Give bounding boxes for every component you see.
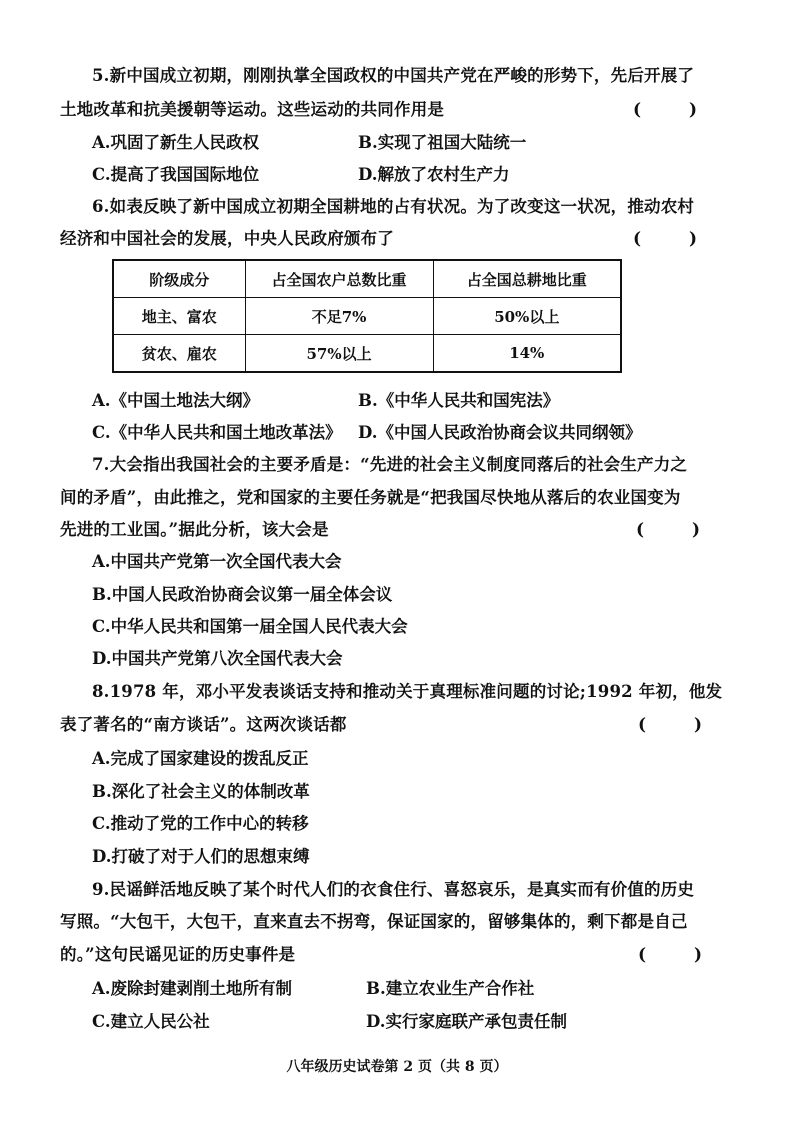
table-cell: 地主、富农 — [113, 298, 245, 335]
table-cell: 50%以上 — [433, 298, 621, 335]
q5-option-c: C.提高了我国国际地位 — [92, 165, 260, 184]
q6-option-c: C.《中华人民共和国土地改革法》 — [92, 423, 342, 442]
page-footer: 八年级历史试卷第 2 页（共 8 页） — [286, 1059, 508, 1075]
q8-option-a: A.完成了国家建设的拨乱反正 — [92, 749, 309, 768]
q7-answer-bracket: ( ) — [636, 520, 700, 540]
q8-stem-line1: 8.1978 年，邓小平发表谈话支持和推动关于真理标准问题的讨论;1992 年初，他发 — [92, 682, 723, 701]
q9-option-c: C.建立人民公社 — [92, 1012, 210, 1031]
q6-stem-line1: 6.如表反映了新中国成立初期全国耕地的占有状况。为了改变这一状况，推动农村 — [92, 197, 695, 216]
table-cell: 贫农、雇农 — [113, 335, 245, 373]
q6-stem-line2: 经济和中国社会的发展，中央人民政府颁布了 — [60, 229, 394, 248]
q9-stem-line1: 9.民谣鲜活地反映了某个时代人们的衣食住行、喜怒哀乐，是真实而有价值的历史 — [92, 880, 695, 899]
table-header-cell: 阶级成分 — [113, 260, 245, 298]
q8-option-c: C.推动了党的工作中心的转移 — [92, 814, 309, 833]
q7-stem-line3: 先进的工业国。”据此分析，该大会是 — [60, 520, 329, 539]
q7-option-b: B.中国人民政治协商会议第一届全体会议 — [92, 585, 393, 604]
q7-option-a: A.中国共产党第一次全国代表大会 — [92, 552, 342, 571]
q5-option-d: D.解放了农村生产力 — [358, 165, 510, 184]
q9-stem-line2: 写照。“大包干，大包干，直来直去不拐弯，保证国家的，留够集体的，剩下都是自己 — [60, 912, 688, 931]
q6-answer-bracket: ( ) — [633, 229, 697, 249]
table-row — [113, 298, 621, 335]
q9-stem-line3: 的。”这句民谣见证的历史事件是 — [60, 945, 296, 964]
q8-stem-line2: 表了著名的“南方谈话”。这两次谈话都 — [60, 715, 347, 734]
q7-stem-line2: 间的矛盾”，由此推之，党和国家的主要任务就是“把我国尽快地从落后的农业国变为 — [60, 488, 681, 507]
q8-answer-bracket: ( ) — [638, 715, 702, 735]
q5-option-b: B.实现了祖国大陆统一 — [358, 133, 527, 152]
q9-answer-bracket: ( ) — [638, 945, 702, 965]
q6-option-d: D.《中国人民政治协商会议共同纲领》 — [358, 423, 642, 442]
q6-option-a: A.《中国土地法大纲》 — [92, 391, 260, 410]
table-header-cell: 占全国总耕地比重 — [433, 260, 621, 298]
q6-option-b: B.《中华人民共和国宪法》 — [358, 391, 560, 410]
q5-stem-line2: 土地改革和抗美援朝等运动。这些运动的共同作用是 — [60, 100, 445, 119]
table-header-row — [113, 260, 621, 298]
q9-option-b: B.建立农业生产合作社 — [366, 979, 535, 998]
q9-option-a: A.废除封建剥削土地所有制 — [92, 979, 293, 998]
table-row — [113, 335, 621, 373]
q9-option-d: D.实行家庭联产承包责任制 — [366, 1012, 567, 1031]
q5-option-a: A.巩固了新生人民政权 — [92, 133, 260, 152]
q5-stem-line1: 5.新中国成立初期，刚刚执掌全国政权的中国共产党在严峻的形势下，先后开展了 — [92, 66, 695, 85]
table-cell: 57%以上 — [245, 335, 433, 373]
table-cell: 不足7% — [245, 298, 433, 335]
table-header-cell: 占全国农户总数比重 — [245, 260, 433, 298]
q7-option-d: D.中国共产党第八次全国代表大会 — [92, 649, 343, 668]
q7-option-c: C.中华人民共和国第一届全国人民代表大会 — [92, 617, 408, 636]
q7-stem-line1: 7.大会指出我国社会的主要矛盾是：“先进的社会主义制度同落后的社会生产力之 — [92, 455, 688, 474]
table-cell: 14% — [433, 335, 621, 373]
q8-option-d: D.打破了对于人们的思想束缚 — [92, 847, 310, 866]
q5-answer-bracket: ( ) — [633, 100, 697, 120]
land-ownership-table — [112, 259, 622, 373]
q8-option-b: B.深化了社会主义的体制改革 — [92, 782, 310, 801]
